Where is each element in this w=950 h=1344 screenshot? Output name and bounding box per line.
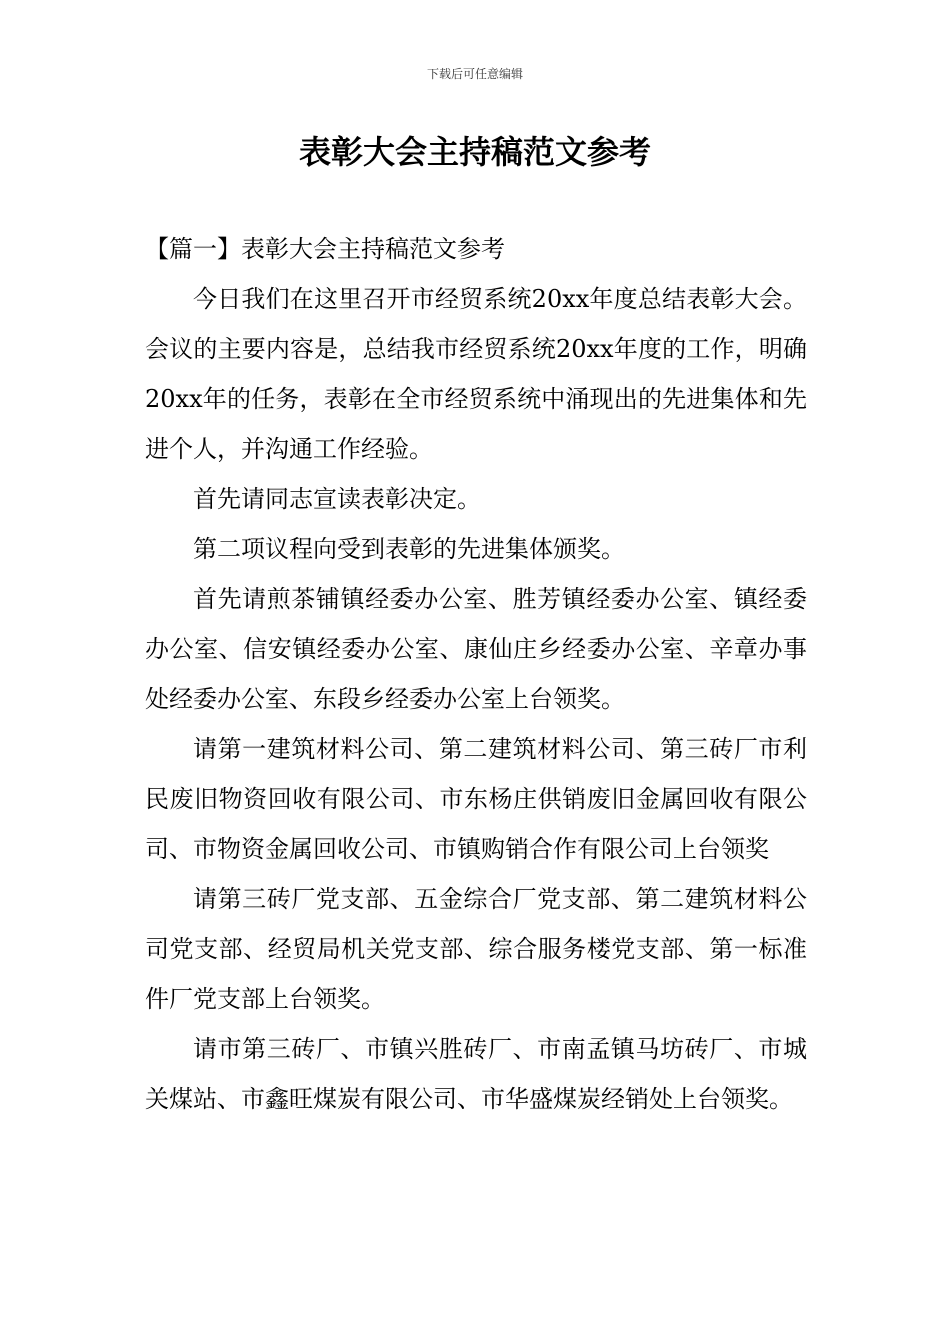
document-body: [145, 224, 807, 1124]
paragraph-intro: 今日我们在这里召开市经贸系统20xx年度总结表彰大会。会议的主要内容是，总结我市经贸系统20xx年度的工作，明确20xx年的任务，表彰在全市经贸系统中涌现出的先进集体和先进个人，并沟通工作经验。: [145, 285, 807, 463]
paragraph-companies: 请第一建筑材料公司、第二建筑材料公司、第三砖厂市利民废旧物资回收有限公司、市东杨庄供销废旧金属回收有限公司、市物资金属回收公司、市镇购销合作有限公司上台领奖: [145, 735, 807, 863]
document-title: 表彰大会主持稿范文参考: [298, 133, 651, 171]
paragraph-town-offices: 首先请煎茶铺镇经委办公室、胜芳镇经委办公室、镇经委办公室、信安镇经委办公室、康仙庄乡经委办公室、辛章办事处经委办公室、东段乡经委办公室上台领奖。: [145, 585, 807, 713]
paragraph-factories: 请市第三砖厂、市镇兴胜砖厂、市南孟镇马坊砖厂、市城关煤站、市鑫旺煤炭有限公司、市华盛煤炭经销处上台领奖。: [145, 1035, 807, 1113]
paragraph-party-branches: 请第三砖厂党支部、五金综合厂党支部、第二建筑材料公司党支部、经贸局机关党支部、综合服务楼党支部、第一标准件厂党支部上台领奖。: [145, 885, 807, 1013]
section-heading: 【篇一】表彰大会主持稿范文参考: [145, 235, 505, 263]
paragraph-second-agenda: 第二项议程向受到表彰的先进集体颁奖。: [193, 535, 625, 563]
header-note: 下载后可任意编辑: [426, 67, 523, 81]
paragraph-announcement: 首先请同志宣读表彰决定。: [193, 485, 481, 513]
